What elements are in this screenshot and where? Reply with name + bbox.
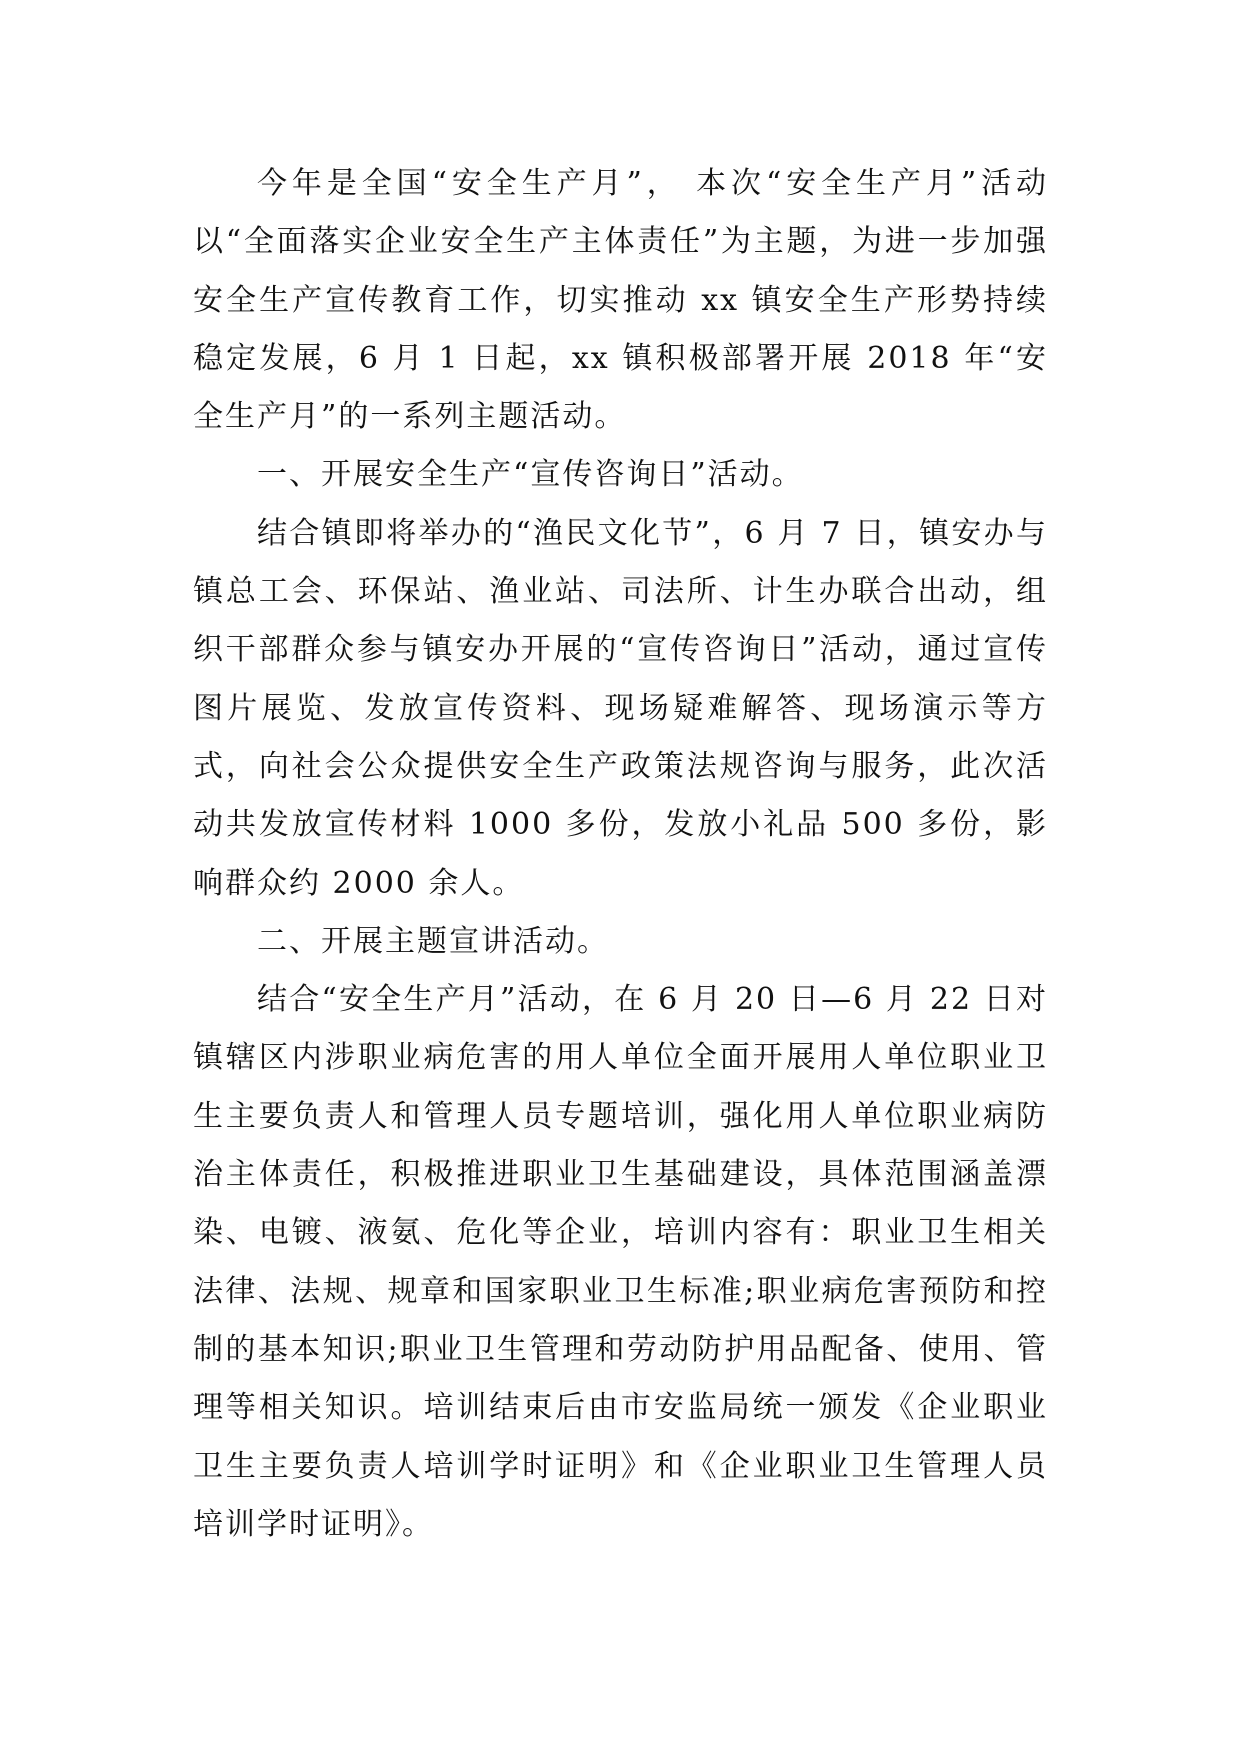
paragraph-section-1: 结合镇即将举办的“渔民文化节”，6 月 7 日，镇安办与镇总工会、环保站、渔业站、司法所、计生办联合出动，组织干部群众参与镇安办开展的“宣传咨询日”活动，通过宣传图片展览、发放宣传资料、现场疑难解答、现场演示等方式，向社会公众提供安全生产政策法规咨询与服务，此次活动共发放宣传材料 1000 多份，发放小礼品 500 多份，影响群众约 2000 余人。 bbox=[193, 515, 1048, 901]
paragraph-section-2: 结合“安全生产月”活动，在 6 月 20 日—6 月 22 日对镇辖区内涉职业病危害的用人单位全面开展用人单位职业卫生主要负责人和管理人员专题培训，强化用人单位职业病防治主体责任，积极推进职业卫生基础建设，具体范围涵盖漂染、电镀、液氨、危化等企业，培训内容有：职业卫生相关法律、法规、规章和国家职业卫生标准;职业病危害预防和控制的基本知识;职业卫生管理和劳动防护用品配备、使用、管理等相关知识。培训结束后由市安监局统一颁发《企业职业卫生主要负责人培训学时证明》和《企业职业卫生管理人员培训学时证明》。 bbox=[193, 982, 1048, 1542]
paragraph-intro: 今年是全国“安全生产月”， 本次“安全生产月”活动以“全面落实企业安全生产主体责任”为主题，为进一步加强安全生产宣传教育工作，切实推动 xx 镇安全生产形势持续稳定发展，6 月 1 日起，xx 镇积极部署开展 2018 年“安全生产月”的一系列主题活动。 bbox=[193, 166, 1048, 435]
document-body bbox=[193, 155, 1048, 1554]
section-heading-2: 二、开展主题宣讲活动。 bbox=[257, 923, 609, 959]
section-heading-1: 一、开展安全生产“宣传咨询日”活动。 bbox=[257, 457, 804, 493]
